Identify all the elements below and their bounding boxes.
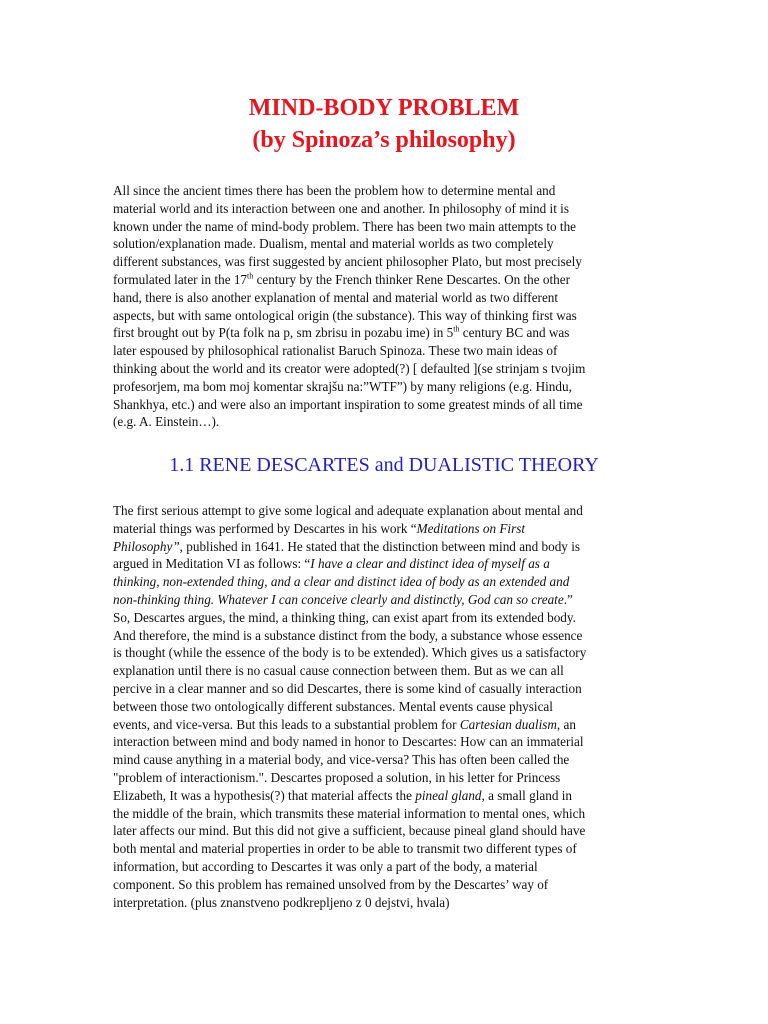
italic-run: Cartesian dualism [459, 716, 557, 732]
italic-run: Meditations on First [416, 520, 526, 536]
paragraph-line: aspects, but with same ontological origin (the substance). This way of thinking first was [113, 307, 577, 323]
document-subtitle: (by Spinoza’s philosophy) [252, 127, 516, 153]
text-run: events, and vice-versa. But this leads to a substantial problem for [113, 716, 460, 732]
paragraph-line: known under the name of mind-body problem. There has been two main attempts to the [113, 218, 577, 234]
document-title: MIND-BODY PROBLEM [248, 95, 520, 121]
paragraph-line: later affects our mind. But this did not give a sufficient, because pineal gland should have [113, 823, 586, 839]
paragraph-line: component. So this problem has remained unsolved from by the Descartes’ way of [113, 876, 549, 892]
text-run: , an [556, 716, 576, 732]
italic-run: Philosophy” [113, 538, 180, 554]
paragraph-line [113, 271, 673, 289]
paragraph-line [113, 520, 673, 538]
text-run: .” [563, 591, 573, 607]
paragraph-line: explanation until there is no casual cause connection between them. But as we can all [113, 663, 564, 679]
paragraph-line: both mental and material properties in order to be able to transmit two different types of [113, 841, 577, 857]
italic-run: thinking, non-extended thing, and a clear and distinct idea of body as an extended and [113, 574, 570, 590]
paragraph-line: interpretation. (plus znanstveno podkrepljeno z 0 dejstvi, hvala) [113, 894, 450, 910]
paragraph-line: is thought (while the essence of the body is to be extended). Which gives us a satisfactory [113, 645, 587, 661]
paragraph-line: between those two ontologically different substances. Mental events cause physical [113, 698, 553, 714]
intro-paragraph [113, 182, 673, 431]
paragraph-line: mind cause anything in a material body, and vice-versa? This has often been called the [113, 752, 570, 768]
paragraph-line: profesorjem, ma bom moj komentar skrajšu na:”WTF”) by many religions (e.g. Hindu, [113, 378, 572, 394]
paragraph-line: (e.g. A. Einstein…). [113, 414, 220, 430]
italic-run: non-thinking thing. Whatever I can conceive clearly and distinctly, God can so create [113, 591, 564, 607]
paragraph-line: the middle of the brain, which transmits these material information to mental ones, which [113, 805, 586, 821]
text-run: century by the French thinker Rene Descartes. On the other [253, 271, 571, 287]
text-run: a small gland in [484, 787, 572, 803]
paragraph-line [113, 573, 673, 591]
paragraph-line: So, Descartes argues, the mind, a thinking thing, can exist apart from its extended body. [113, 609, 576, 625]
paragraph-line: Shankhya, etc.) and were also an important inspiration to some greatest minds of all time [113, 396, 583, 412]
paragraph-line: solution/explanation made. Dualism, mental and material worlds as two completely [113, 236, 554, 252]
paragraph-line: material world and its interaction between one and another. In philosophy of mind it is [113, 200, 569, 216]
paragraph-line: And therefore, the mind is a substance distinct from the body, a substance whose essence [113, 627, 583, 643]
paragraph-line [113, 591, 673, 609]
paragraph-line [113, 538, 673, 556]
section-heading: 1.1 RENE DESCARTES and DUALISTIC THEORY [169, 454, 599, 476]
text-run: material things was performed by Descartes in his work “ [113, 520, 417, 536]
paragraph-line [113, 555, 673, 573]
paragraph-line: later espoused by philosophical rationalist Baruch Spinoza. These two main ideas of [113, 343, 558, 359]
text-run: first brought out by P(ta folk na p, sm zbrisu in pozabu ime) in 5 [113, 325, 454, 341]
paragraph-line: information, but according to Descartes it was only a part of the body, a material [113, 858, 538, 874]
text-run: argued in Meditation VI as follows: “ [113, 556, 311, 572]
superscript: th [453, 324, 460, 334]
paragraph-line [113, 324, 673, 342]
paragraph-line: The first serious attempt to give some logical and adequate explanation about mental and [113, 503, 583, 518]
paragraph-line [113, 787, 673, 805]
italic-run: pineal gland, [415, 787, 485, 803]
paragraph-line [113, 716, 673, 734]
paragraph-line: percive in a clear manner and so did Descartes, there is some kind of casually interaction [113, 680, 582, 696]
text-run: Elizabeth, It was a hypothesis(?) that material affects the [113, 787, 416, 803]
paragraph-line: different substances, was first suggested by ancient philosopher Plato, but most precisely [113, 254, 582, 270]
text-run: , published in 1641. He stated that the distinction between mind and body is [179, 538, 580, 554]
text-run: formulated later in the 17 [113, 271, 248, 287]
paragraph-line: "problem of interactionism.". Descartes proposed a solution, in his letter for Princess [113, 769, 561, 785]
section-paragraph [113, 502, 673, 911]
paragraph-line: thinking about the world and its creator were adopted(?) [ defaulted ](se strinjam s tvojim [113, 360, 586, 376]
superscript: th [247, 271, 254, 281]
paragraph-line: interaction between mind and body named in honor to Descartes: How can an immaterial [113, 734, 584, 750]
paragraph-line: hand, there is also another explanation of mental and material world as two different [113, 289, 559, 305]
paragraph-line: All since the ancient times there has been the problem how to determine mental and [113, 183, 556, 198]
text-run: century BC and was [459, 325, 570, 341]
italic-run: I have a clear and distinct idea of myself as a [310, 556, 550, 572]
